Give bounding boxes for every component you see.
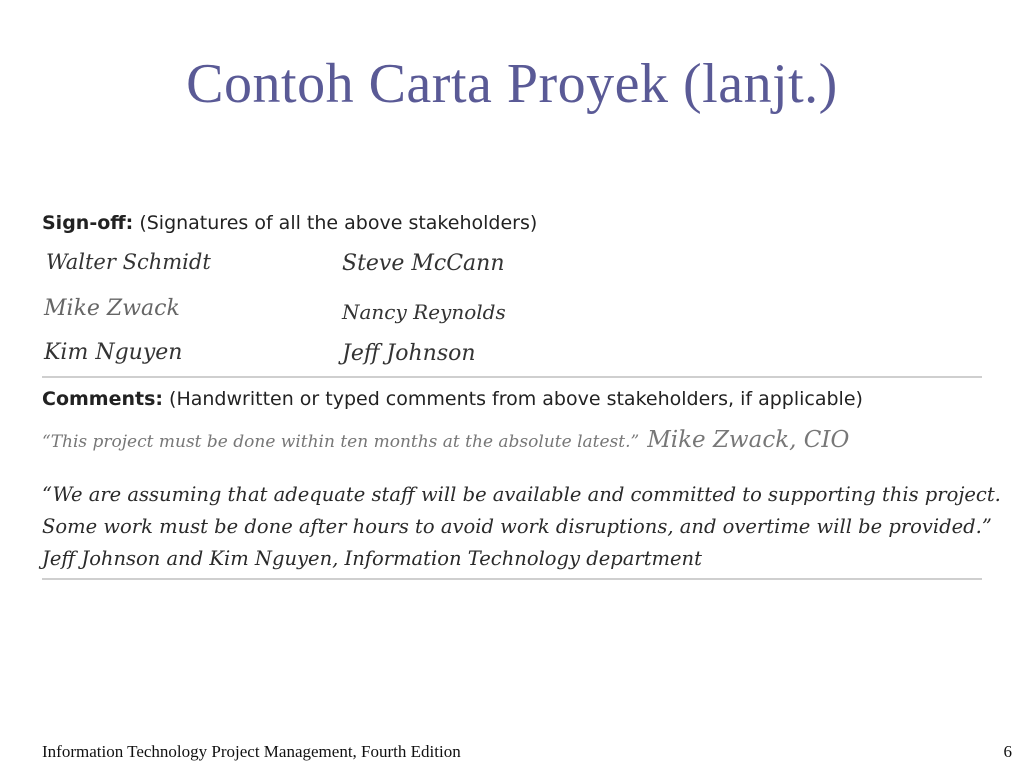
comment-it-line-2: Some work must be done after hours to avoid work disruptions, and overtime will be provided.” (42, 515, 992, 538)
comment-it-department (42, 479, 1001, 575)
comment-cio-author: Mike Zwack, CIO (647, 427, 850, 453)
signature-kim-nguyen: Kim Nguyen (44, 340, 183, 365)
signature-nancy-reynolds: Nancy Reynolds (342, 300, 506, 324)
comments-heading (42, 388, 863, 410)
footer-page-number: 6 (1003, 742, 1012, 761)
signature-steve-mccann: Steve McCann (342, 251, 505, 276)
comment-it-line-3: Jeff Johnson and Kim Nguyen, Information Technology department (42, 547, 702, 570)
signature-jeff-johnson: Jeff Johnson (342, 341, 476, 366)
signoff-heading (42, 212, 537, 234)
divider-signoff (42, 376, 982, 378)
signoff-description: (Signatures of all the above stakeholders) (139, 212, 538, 234)
divider-comments (42, 578, 982, 580)
comment-it-line-1: “We are assuming that adequate staff will be available and committed to supporting this project. (42, 483, 1001, 506)
signature-walter-schmidt: Walter Schmidt (46, 250, 211, 274)
signoff-label: Sign-off: (42, 212, 134, 234)
slide-title: Contoh Carta Proyek (lanjt.) (186, 53, 838, 115)
comment-cio-text: “This project must be done within ten months at the absolute latest.” (42, 432, 640, 452)
comments-description: (Handwritten or typed comments from above stakeholders, if applicable) (169, 388, 863, 410)
signature-mike-zwack: Mike Zwack (44, 296, 180, 321)
comment-cio (42, 427, 849, 453)
comments-label: Comments: (42, 388, 163, 410)
footer-book-title: Information Technology Project Management, Fourth Edition (42, 742, 461, 761)
